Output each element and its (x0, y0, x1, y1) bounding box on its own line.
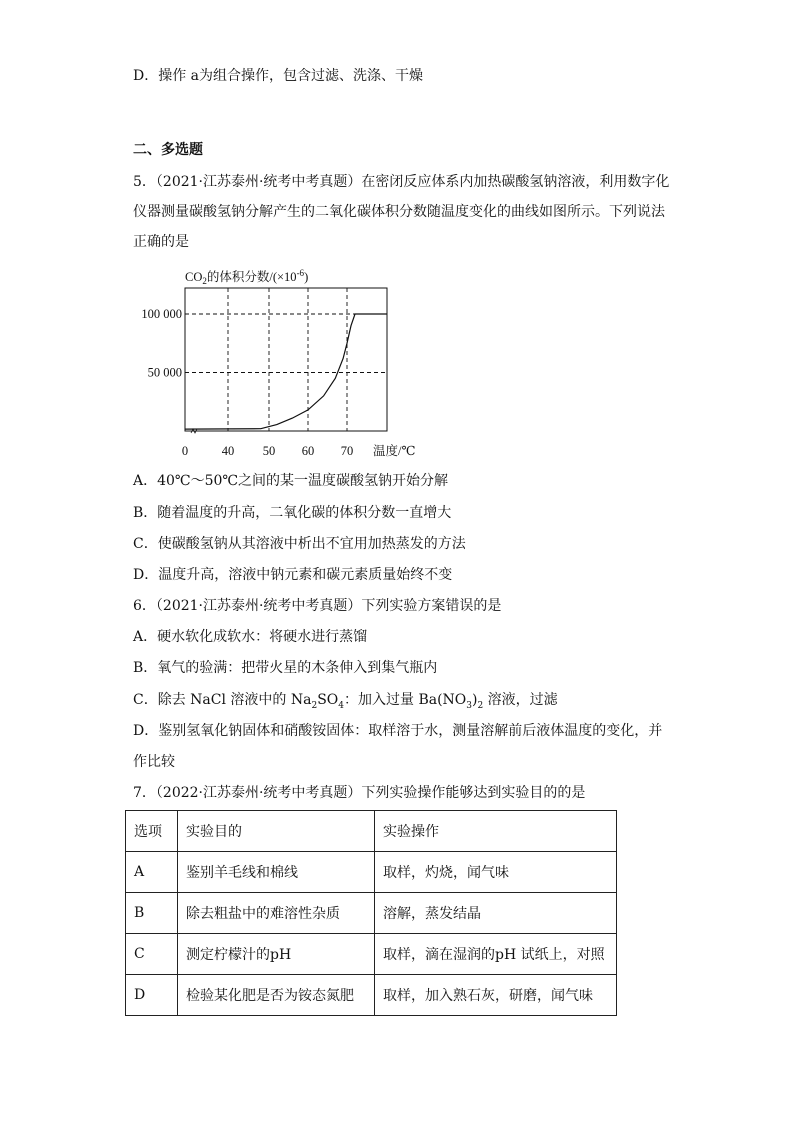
x-tick-label: 50 (262, 444, 276, 458)
y-tick-label: 50 000 (147, 365, 182, 380)
q7-table (125, 810, 617, 1016)
q5-stem-line2: 仪器测量碳酸氢钠分解产生的二氧化碳体积分数随温度变化的曲线如图所示。下列说法 (133, 204, 665, 220)
q7-stem: 7．（2022·江苏泰州·统考中考真题）下列实验操作能够达到实验目的的是 (133, 785, 586, 801)
x-tick-label: 40 (221, 444, 235, 458)
q4-option-d: D．操作 a为组合操作，包含过滤、洗涤、干燥 (133, 68, 424, 84)
table-cell: C (126, 934, 178, 975)
q6-option-b: B．氧气的验满：把带火星的木条伸入到集气瓶内 (133, 660, 438, 676)
q6-option-d-line2: 作比较 (133, 754, 175, 770)
header-cell: 实验操作 (375, 811, 617, 852)
table-row (126, 893, 617, 934)
table-cell: 除去粗盐中的难溶性杂质 (178, 893, 375, 934)
table-cell: 鉴别羊毛线和棉线 (178, 852, 375, 893)
header-cell: 选项 (126, 811, 178, 852)
table-cell: B (126, 893, 178, 934)
x-tick-label: 0 (181, 444, 189, 458)
q6-option-c: C．除去 NaCl 溶液中的 $Na_2SO_4$：加入过量 $Ba(NO_3)_2$ 溶液，过滤 (133, 692, 558, 711)
table-row (126, 852, 617, 893)
plot-frame (185, 288, 387, 431)
q5-option-c: C．使碳酸氢钠从其溶液中析出不宜用加热蒸发的方法 (133, 536, 466, 552)
section-title: 二、多选题 (133, 142, 203, 158)
q6-option-d-line1: D．鉴别氢氧化钠固体和硝酸铵固体：取样溶于水，测量溶解前后液体温度的变化，并 (133, 723, 663, 739)
x-tick-label: 70 (340, 444, 354, 458)
table-cell: 取样，加入熟石灰，研磨，闻气味 (375, 975, 617, 1016)
header-cell: 实验目的 (178, 811, 375, 852)
co2-temperature-chart (125, 262, 425, 462)
table-cell: 测定柠檬汁的pH (178, 934, 375, 975)
table-cell: 取样，滴在湿润的pH 试纸上，对照 (375, 934, 617, 975)
table-cell: 取样，灼烧，闻气味 (375, 852, 617, 893)
x-axis-label: 温度/℃ (373, 444, 416, 458)
q5-stem-line1: 5．（2021·江苏泰州·统考中考真题）在密闭反应体系内加热碳酸氢钠溶液，利用数字化 (133, 174, 670, 190)
table-cell: A (126, 852, 178, 893)
table-cell: D (126, 975, 178, 1016)
table-row (126, 975, 617, 1016)
table-cell: 检验某化肥是否为铵态氮肥 (178, 975, 375, 1016)
q6-option-a: A．硬水软化成软水：将硬水进行蒸馏 (133, 629, 368, 645)
y-tick-label: 100 000 (141, 307, 182, 321)
co2-curve (185, 314, 387, 429)
table-cell: 溶解，蒸发结晶 (375, 893, 617, 934)
y-axis-label: $CO_2$的体积分数$/(\times 10^{-6})$ (185, 268, 309, 286)
q5-option-d: D．温度升高，溶液中钠元素和碳元素质量始终不变 (133, 567, 453, 583)
q5-option-b: B．随着温度的升高，二氧化碳的体积分数一直增大 (133, 505, 452, 521)
q5-stem-line3: 正确的是 (133, 234, 189, 250)
q6-stem: 6．（2021·江苏泰州·统考中考真题）下列实验方案错误的是 (133, 598, 502, 614)
q5-option-a: A．40℃～50℃之间的某一温度碳酸氢钠开始分解 (133, 473, 449, 489)
table-row (126, 934, 617, 975)
table-header-row (126, 811, 617, 852)
x-tick-label: 60 (301, 444, 315, 458)
